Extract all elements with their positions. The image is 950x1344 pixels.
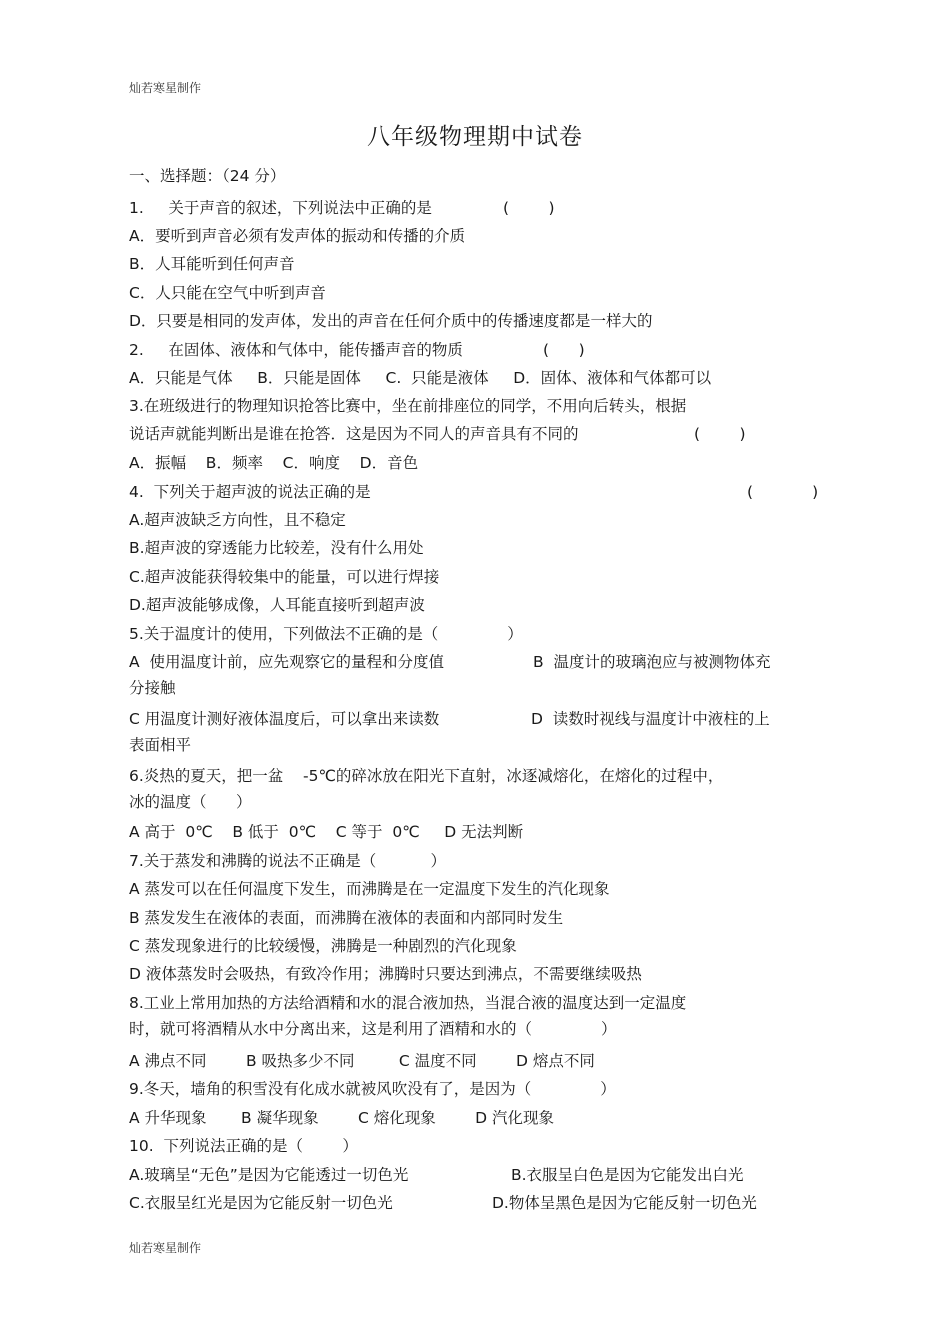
question-1: 1. 关于声音的叙述，下列说法中正确的是 xyxy=(129,199,432,217)
question-2: 2. 在固体、液体和气体中，能传播声音的物质 xyxy=(129,341,463,359)
question-3-line-2: 说话声就能判断出是谁在抢答．这是因为不同人的声音具有不同的 xyxy=(129,425,579,443)
question-1-answer-bracket: ( ) xyxy=(503,199,555,217)
question-8-line-1: 8.工业上常用加热的方法给酒精和水的混合液加热，当混合液的温度达到一定温度 xyxy=(129,994,687,1012)
question-4: 4. 下列关于超声波的说法正确的是 xyxy=(129,483,371,501)
question-3-line-1: 3.在班级进行的物理知识抢答比赛中，坐在前排座位的同学，不用向后转头，根据 xyxy=(129,397,687,415)
question-1-option-c: C．人只能在空气中听到声音 xyxy=(129,284,326,302)
question-1-option-a: A．要听到声音必须有发声体的振动和传播的介质 xyxy=(129,227,466,245)
question-5-option-b-line-1: B 温度计的玻璃泡应与被测物体充 xyxy=(533,653,771,671)
question-5-option-d-line-2: 表面相平 xyxy=(129,736,192,754)
question-7-option-a: A 蒸发可以在任何温度下发生，而沸腾是在一定温度下发生的汽化现象 xyxy=(129,880,610,898)
section-heading: 一、选择题：（24 分） xyxy=(129,167,286,185)
question-10: 10. 下列说法正确的是（ ） xyxy=(129,1137,358,1155)
question-5-option-d-line-1: D 读数时视线与温度计中液柱的上 xyxy=(531,710,770,728)
page-footer: 灿若寒星制作 xyxy=(129,1241,202,1255)
question-9: 9.冬天，墙角的积雪没有化成水就被风吹没有了，是因为（ ） xyxy=(129,1080,616,1098)
question-10-option-b: B.衣服呈白色是因为它能发出白光 xyxy=(511,1166,744,1184)
question-4-option-b: B.超声波的穿透能力比较差，没有什么用处 xyxy=(129,539,424,557)
question-1-option-d: D．只要是相同的发声体，发出的声音在任何介质中的传播速度都是一样大的 xyxy=(129,312,653,330)
question-4-option-c: C.超声波能获得较集中的能量，可以进行焊接 xyxy=(129,568,440,586)
question-1-option-b: B．人耳能听到任何声音 xyxy=(129,255,295,273)
question-2-answer-bracket: ( ) xyxy=(543,341,585,359)
question-5-option-c: C 用温度计测好液体温度后，可以拿出来读数 xyxy=(129,710,440,728)
question-3-options: A．振幅 B．频率 C．响度 D．音色 xyxy=(129,454,419,472)
question-10-option-d: D.物体呈黑色是因为它能反射一切色光 xyxy=(492,1194,757,1212)
question-9-options: A 升华现象 B 凝华现象 C 熔化现象 D 汽化现象 xyxy=(129,1109,555,1127)
question-10-option-a: A.玻璃呈“无色”是因为它能透过一切色光 xyxy=(129,1166,409,1184)
question-7: 7.关于蒸发和沸腾的说法不正确是（ ） xyxy=(129,852,446,870)
question-5-option-a: A 使用温度计前，应先观察它的量程和分度值 xyxy=(129,653,444,671)
question-10-option-c: C.衣服呈红光是因为它能反射一切色光 xyxy=(129,1194,393,1212)
page-header: 灿若寒星制作 xyxy=(129,81,202,95)
page-title: 八年级物理期中试卷 xyxy=(367,124,583,150)
question-7-option-c: C 蒸发现象进行的比较缓慢，沸腾是一种剧烈的汽化现象 xyxy=(129,937,517,955)
question-4-option-a: A.超声波缺乏方向性，且不稳定 xyxy=(129,511,346,529)
question-6-options: A 高于 0℃ B 低于 0℃ C 等于 0℃ D 无法判断 xyxy=(129,823,524,841)
question-5-option-b-line-2: 分接触 xyxy=(129,679,176,697)
question-4-option-d: D.超声波能够成像，人耳能直接听到超声波 xyxy=(129,596,425,614)
question-5: 5.关于温度计的使用，下列做法不正确的是（ ） xyxy=(129,625,523,643)
question-8-line-2: 时，就可将酒精从水中分离出来，这是利用了酒精和水的（ ） xyxy=(129,1020,617,1038)
question-7-option-b: B 蒸发发生在液体的表面，而沸腾在液体的表面和内部同时发生 xyxy=(129,909,564,927)
question-4-answer-bracket: ( ) xyxy=(747,483,819,501)
question-7-option-d: D 液体蒸发时会吸热，有致冷作用；沸腾时只要达到沸点，不需要继续吸热 xyxy=(129,965,642,983)
question-8-options: A 沸点不同 B 吸热多少不同 C 温度不同 D 熔点不同 xyxy=(129,1052,595,1070)
question-6-line-2: 冰的温度（ ） xyxy=(129,793,252,811)
question-2-options: A．只能是气体 B．只能是固体 C. 只能是液体 D．固体、液体和气体都可以 xyxy=(129,369,712,387)
question-3-answer-bracket: ( ) xyxy=(694,425,746,443)
question-6-line-1: 6.炎热的夏天，把一盆 -5℃的碎冰放在阳光下直射，冰逐减熔化，在熔化的过程中， xyxy=(129,767,724,785)
